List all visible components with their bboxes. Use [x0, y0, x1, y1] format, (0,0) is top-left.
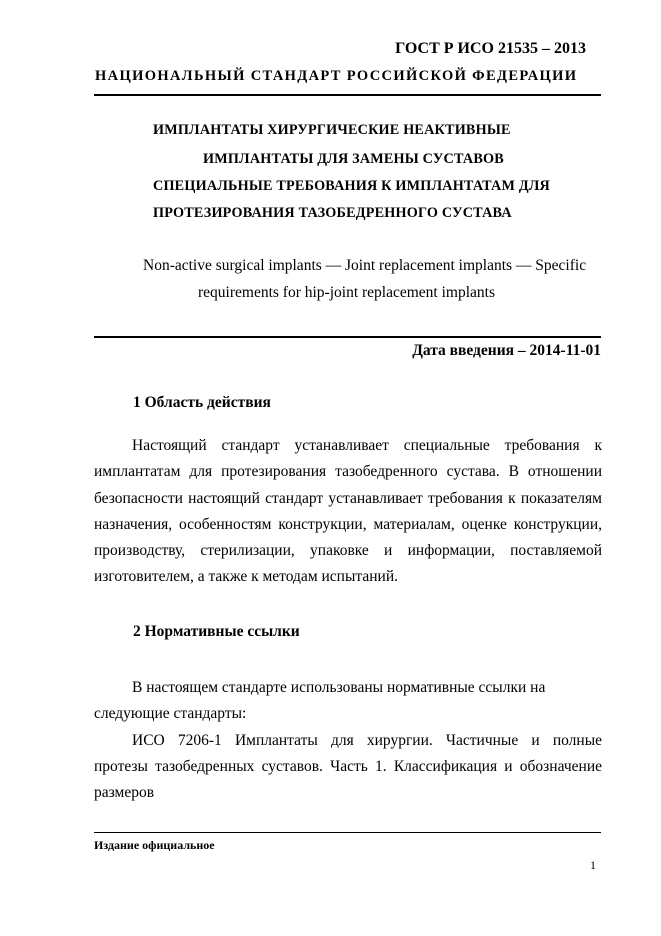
reference-line: ИСО 7206-1 Имплантаты для хирургии. Частичные и полные	[132, 731, 602, 749]
section-1-line: имплантатам для протезирования тазобедренного сустава. В отношении	[94, 463, 602, 481]
title-ru-line-2: ИМПЛАНТАТЫ ДЛЯ ЗАМЕНЫ СУСТАВОВ	[203, 151, 504, 167]
title-en-line-2: requirements for hip-joint replacement implants	[198, 284, 495, 301]
standard-code: ГОСТ Р ИСО 21535 – 2013	[395, 40, 586, 57]
introduction-date: Дата введения – 2014-11-01	[412, 342, 601, 359]
section-1-line: Настоящий стандарт устанавливает специальные требования к	[132, 437, 602, 454]
section-1-heading: 1 Область действия	[133, 394, 271, 411]
section-1-line: производству, стерилизации, упаковке и информации, поставляемой	[94, 542, 602, 560]
header-divider	[94, 94, 601, 96]
title-ru-line-3: СПЕЦИАЛЬНЫЕ ТРЕБОВАНИЯ К ИМПЛАНТАТАМ ДЛЯ	[153, 178, 550, 194]
section-2-heading: 2 Нормативные ссылки	[133, 623, 300, 640]
section-2-body	[94, 675, 602, 806]
section-2-line: В настоящем стандарте использованы нормативные ссылки на	[132, 679, 546, 696]
page-number: 1	[590, 858, 596, 872]
national-standard-label: НАЦИОНАЛЬНЫЙ СТАНДАРТ РОССИЙСКОЙ ФЕДЕРАЦИИ	[95, 68, 578, 84]
section-1-line: безопасности настоящий стандарт устанавливает требования к показателям	[94, 489, 602, 507]
section-2-line: следующие стандарты:	[94, 705, 247, 723]
title-en-line-1: Non-active surgical implants — Joint replacement implants — Specific	[143, 257, 587, 274]
footer-divider	[94, 832, 601, 833]
section-1-body	[94, 433, 602, 591]
section-1-line: изготовителем, а также к методам испытаний.	[94, 568, 398, 586]
title-ru-line-1: ИМПЛАНТАТЫ ХИРУРГИЧЕСКИЕ НЕАКТИВНЫЕ	[153, 122, 511, 138]
section-1-line: назначения, особенностям конструкции, материалам, оценке конструкции,	[94, 515, 602, 533]
title-ru-line-4: ПРОТЕЗИРОВАНИЯ ТАЗОБЕДРЕННОГО СУСТАВА	[153, 205, 512, 221]
reference-line: протезы тазобедренных суставов. Часть 1. Классификация и обозначение	[94, 757, 602, 775]
reference-line: размеров	[94, 784, 155, 802]
title-divider	[94, 336, 601, 338]
edition-label: Издание официальное	[94, 838, 215, 852]
